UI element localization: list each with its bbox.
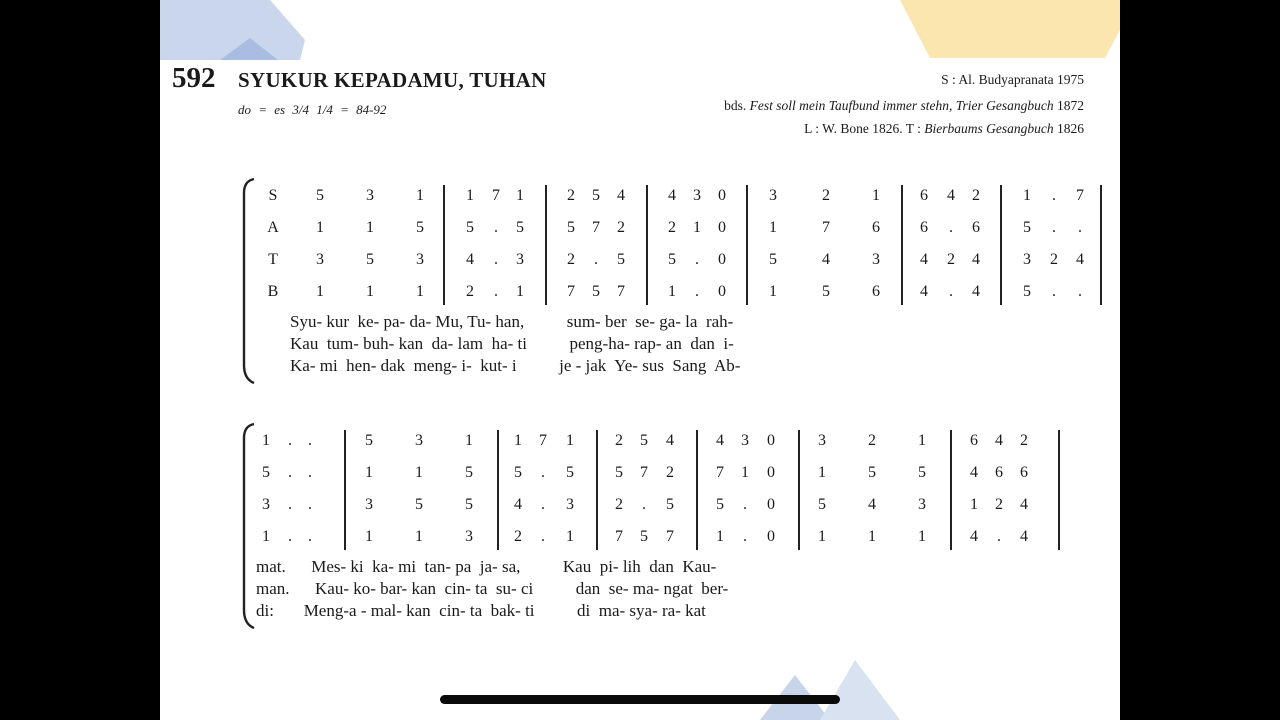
note-cell: 4 (822, 251, 830, 268)
note-cell: . (541, 464, 545, 481)
lyric-line: Ka- mi hen- dak meng- i- kut- i je - jak Ye- sus Sang Ab- (290, 356, 741, 375)
note-cell: . (695, 251, 699, 268)
note-cell: 5 (666, 496, 674, 513)
note-cell: T (268, 251, 278, 268)
note-cell: A (267, 219, 279, 236)
note-cell: 0 (767, 496, 775, 513)
note-cell: 1 (316, 219, 324, 236)
note-cell: 5 (366, 251, 374, 268)
note-cell: 1 (465, 432, 473, 449)
hymn-tempo: do = es 3/4 1/4 = 84-92 (238, 102, 387, 117)
note-cell: . (494, 283, 498, 300)
hymn-title: SYUKUR KEPADAMU, TUHAN (238, 68, 547, 92)
note-cell: 1 (514, 432, 522, 449)
note-cell: 3 (1023, 251, 1031, 268)
lyric-line: mat. Mes- ki ka- mi tan- pa ja- sa, Kau pi- lih dan Kau- (256, 557, 717, 576)
note-cell: . (288, 496, 292, 513)
note-cell: 7 (592, 219, 600, 236)
note-cell: 7 (640, 464, 648, 481)
decor-bottom-shape (750, 655, 920, 720)
note-cell: 1 (693, 219, 701, 236)
note-cell: 1 (366, 219, 374, 236)
note-cell: 1 (668, 283, 676, 300)
note-cell: 1 (566, 432, 574, 449)
note-cell: 6 (995, 464, 1003, 481)
note-cell: S (268, 187, 278, 204)
note-cell: 5 (465, 464, 473, 481)
note-cell: . (695, 283, 699, 300)
note-cell: 5 (615, 464, 623, 481)
note-cell: 5 (868, 464, 876, 481)
note-cell: . (288, 432, 292, 449)
note-cell: 5 (592, 283, 600, 300)
note-cell: 4 (1076, 251, 1084, 268)
note-cell: . (494, 219, 498, 236)
note-cell: 1 (868, 528, 876, 545)
note-cell: 4 (920, 283, 928, 300)
note-cell: 7 (617, 283, 625, 300)
barline (1000, 185, 1002, 305)
note-cell: 4 (920, 251, 928, 268)
note-cell: 5 (514, 464, 522, 481)
note-cell: 5 (818, 496, 826, 513)
note-cell: 3 (769, 187, 777, 204)
note-cell: . (997, 528, 1001, 545)
note-cell: 1 (415, 528, 423, 545)
note-cell: 5 (465, 496, 473, 513)
note-cell: 1 (769, 283, 777, 300)
voice-row (238, 247, 1098, 273)
note-cell: 3 (365, 496, 373, 513)
note-cell: . (288, 528, 292, 545)
note-cell: 4 (617, 187, 625, 204)
note-cell: 3 (566, 496, 574, 513)
note-cell: 5 (316, 187, 324, 204)
score-system-1 (238, 175, 1098, 390)
note-cell: 7 (492, 187, 500, 204)
note-cell: 7 (615, 528, 623, 545)
barline (798, 430, 800, 550)
note-cell: 1 (316, 283, 324, 300)
barline (497, 430, 499, 550)
note-cell: 2 (617, 219, 625, 236)
note-cell: . (494, 251, 498, 268)
voice-row (238, 215, 1098, 241)
note-cell: 2 (947, 251, 955, 268)
note-cell: 2 (615, 432, 623, 449)
lyric-line: man. Kau- ko- bar- kan cin- ta su- ci dan se- ma- ngat ber- (256, 579, 729, 598)
note-cell: 1 (918, 432, 926, 449)
note-cell: 1 (262, 528, 270, 545)
barline (646, 185, 648, 305)
note-cell: 2 (666, 464, 674, 481)
note-cell: 5 (416, 219, 424, 236)
note-cell: 2 (615, 496, 623, 513)
note-cell: 0 (718, 219, 726, 236)
note-cell: 2 (1020, 432, 1028, 449)
note-cell: 4 (668, 187, 676, 204)
note-cell: 2 (514, 528, 522, 545)
decor-top-right-shape (890, 0, 1120, 60)
note-cell: 2 (668, 219, 676, 236)
note-cell: 0 (718, 283, 726, 300)
score-system-2 (238, 420, 1098, 635)
note-cell: 4 (466, 251, 474, 268)
voice-row (238, 279, 1098, 305)
note-cell: 2 (972, 187, 980, 204)
note-cell: . (541, 528, 545, 545)
barline (1058, 430, 1060, 550)
note-cell: . (541, 496, 545, 513)
note-cell: 5 (466, 219, 474, 236)
note-cell: 5 (1023, 219, 1031, 236)
note-cell: 1 (769, 219, 777, 236)
note-cell: 0 (767, 528, 775, 545)
lyric-line: di: Meng-a - mal- kan cin- ta bak- ti di ma- sya- ra- kat (256, 601, 706, 620)
voice-row (238, 524, 1098, 550)
note-cell: . (743, 496, 747, 513)
note-cell: 1 (818, 528, 826, 545)
barline (1100, 185, 1102, 305)
note-cell: 4 (972, 251, 980, 268)
note-cell: 7 (716, 464, 724, 481)
note-cell: 5 (617, 251, 625, 268)
note-cell: 6 (1020, 464, 1028, 481)
note-cell: 7 (1076, 187, 1084, 204)
note-cell: 5 (769, 251, 777, 268)
note-cell: 3 (872, 251, 880, 268)
hymn-page (160, 0, 1120, 720)
note-cell: 1 (466, 187, 474, 204)
note-cell: 1 (818, 464, 826, 481)
note-cell: 2 (567, 187, 575, 204)
note-cell: 1 (716, 528, 724, 545)
note-cell: 4 (970, 528, 978, 545)
home-indicator[interactable] (440, 695, 840, 704)
note-cell: 6 (872, 219, 880, 236)
note-cell: 5 (918, 464, 926, 481)
barline (901, 185, 903, 305)
decor-top-left-shape (160, 0, 320, 70)
note-cell: 1 (566, 528, 574, 545)
note-cell: . (642, 496, 646, 513)
note-cell: . (1078, 283, 1082, 300)
barline (545, 185, 547, 305)
note-cell: 6 (872, 283, 880, 300)
voice-row (238, 460, 1098, 486)
note-cell: 4 (947, 187, 955, 204)
note-cell: 1 (516, 187, 524, 204)
note-cell: . (308, 496, 312, 513)
note-cell: 2 (995, 496, 1003, 513)
note-cell: 0 (767, 464, 775, 481)
note-cell: 3 (516, 251, 524, 268)
lyric-line: Syu- kur ke- pa- da- Mu, Tu- han, sum- ber se- ga- la rah- (290, 312, 734, 331)
note-cell: 1 (365, 528, 373, 545)
note-cell: 4 (972, 283, 980, 300)
barline (746, 185, 748, 305)
note-cell: 5 (566, 464, 574, 481)
barline (344, 430, 346, 550)
note-cell: 3 (366, 187, 374, 204)
note-cell: 1 (366, 283, 374, 300)
note-cell: 5 (640, 432, 648, 449)
credit-line-3: L : W. Bone 1826. T : Bierbaums Gesangbuch 1826 (804, 121, 1084, 136)
note-cell: 1 (416, 187, 424, 204)
note-cell: 6 (920, 219, 928, 236)
note-cell: . (594, 251, 598, 268)
hymn-number: 592 (172, 62, 216, 94)
note-cell: 5 (516, 219, 524, 236)
note-cell: 2 (1050, 251, 1058, 268)
note-cell: . (1052, 187, 1056, 204)
note-cell: 2 (466, 283, 474, 300)
note-cell: 1 (741, 464, 749, 481)
note-cell: 5 (415, 496, 423, 513)
note-cell: 1 (416, 283, 424, 300)
note-cell: 1 (918, 528, 926, 545)
note-cell: 7 (666, 528, 674, 545)
voice-row (238, 183, 1098, 209)
note-cell: 5 (567, 219, 575, 236)
note-cell: 4 (1020, 528, 1028, 545)
note-cell: 5 (592, 187, 600, 204)
note-cell: 3 (262, 496, 270, 513)
note-cell: 4 (666, 432, 674, 449)
note-cell: 3 (693, 187, 701, 204)
barline (443, 185, 445, 305)
note-cell: . (1052, 283, 1056, 300)
note-cell: . (949, 283, 953, 300)
note-cell: 3 (918, 496, 926, 513)
note-cell: 7 (539, 432, 547, 449)
note-cell: 1 (365, 464, 373, 481)
note-cell: 3 (465, 528, 473, 545)
note-cell: 5 (716, 496, 724, 513)
note-cell: . (308, 464, 312, 481)
note-cell: 4 (1020, 496, 1028, 513)
note-cell: 1 (415, 464, 423, 481)
note-cell: 5 (640, 528, 648, 545)
note-cell: 1 (516, 283, 524, 300)
note-cell: . (1078, 219, 1082, 236)
note-cell: 5 (365, 432, 373, 449)
note-cell: . (1052, 219, 1056, 236)
note-cell: 1 (970, 496, 978, 513)
note-cell: 1 (1023, 187, 1031, 204)
note-cell: 3 (316, 251, 324, 268)
note-cell: 4 (514, 496, 522, 513)
note-cell: 6 (972, 219, 980, 236)
note-cell: 7 (567, 283, 575, 300)
credit-line-2: bds. Fest soll mein Taufbund immer stehn, Trier Gesangbuch 1872 (724, 98, 1084, 113)
note-cell: 6 (970, 432, 978, 449)
barline (596, 430, 598, 550)
voice-row (238, 428, 1098, 454)
note-cell: 4 (868, 496, 876, 513)
note-cell: 2 (822, 187, 830, 204)
note-cell: 5 (668, 251, 676, 268)
voice-row (238, 492, 1098, 518)
note-cell: . (308, 432, 312, 449)
note-cell: 0 (718, 187, 726, 204)
note-cell: 0 (767, 432, 775, 449)
note-cell: 4 (995, 432, 1003, 449)
note-cell: 2 (868, 432, 876, 449)
barline (696, 430, 698, 550)
note-cell: . (949, 219, 953, 236)
note-cell: 1 (262, 432, 270, 449)
barline (950, 430, 952, 550)
note-cell: 5 (822, 283, 830, 300)
note-cell: . (288, 464, 292, 481)
note-cell: 5 (1023, 283, 1031, 300)
note-cell: 5 (262, 464, 270, 481)
note-cell: 0 (718, 251, 726, 268)
note-cell: 3 (741, 432, 749, 449)
note-cell: 3 (415, 432, 423, 449)
lyric-line: Kau tum- buh- kan da- lam ha- ti peng-ha- rap- an dan i- (290, 334, 734, 353)
note-cell: 3 (416, 251, 424, 268)
note-cell: 3 (818, 432, 826, 449)
note-cell: 4 (970, 464, 978, 481)
note-cell: . (743, 528, 747, 545)
note-cell: . (308, 528, 312, 545)
note-cell: 7 (822, 219, 830, 236)
note-cell: 4 (716, 432, 724, 449)
note-cell: 6 (920, 187, 928, 204)
note-cell: 1 (872, 187, 880, 204)
credit-line-1: S : Al. Budyapranata 1975 (941, 72, 1084, 87)
note-cell: B (267, 283, 279, 300)
note-cell: 2 (567, 251, 575, 268)
